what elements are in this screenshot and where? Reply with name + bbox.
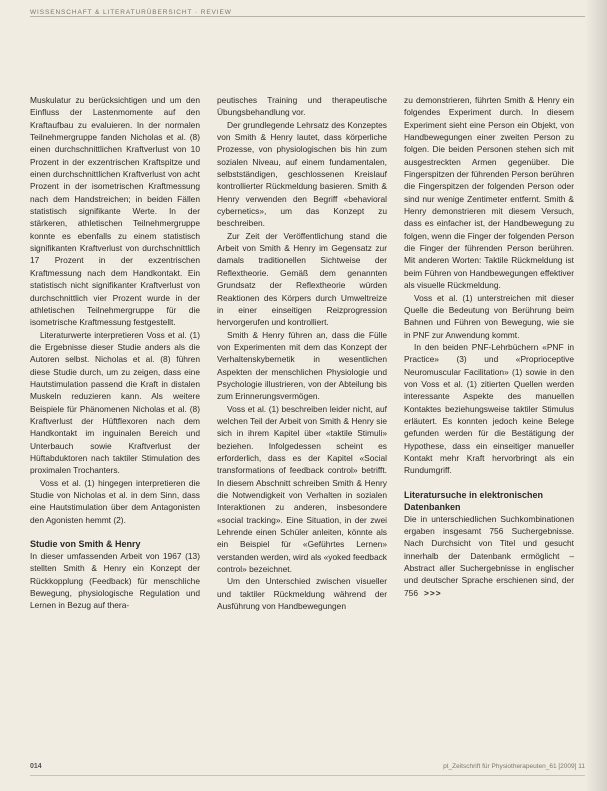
paragraph: Muskulatur zu berücksichtigen und um den Einfluss der Lastenmomente auf den Kraftaufbau zu evaluieren. In der normalen Teilnehmergruppe fanden Nicholas et al. (8) einen durchschnittlichen Kraftverlust von 10 Prozent in der exzentrischen Kraftspitze und einen durchschnittlichen Kraftverlust von acht Prozent in der isometrischen Kraftmessung nach dem Handstreichen; in beiden Fällen statistisch signifikante Werte. In der stärkeren, athletischen Teilnehmergruppe konnte es ebenfalls zu einem statistisch signifikanten Kraftverlust von durchschnittlich 17 Prozent in der exzentrischen Kraftmessung nach dem Handkontakt. Ein statistisch nicht signifikanter Kraftverlust von durchschnittlich vier Prozent wurde in der athletischen Teilnehmergruppe für die isometrische Kraftmessung festgestellt. xyxy=(30,95,200,328)
continued-marker: >>> xyxy=(423,587,442,598)
page-number: 014 xyxy=(30,763,42,770)
paragraph: In den beiden PNF-Lehrbüchern «PNF in Practice» (3) und «Proprioceptive Neuromuscular Facilitation» (1) sowie in den von Voss et al. (1) zitierten Quellen werden interessante Aspekte des manuellen Kontaktes beziehungsweise taktiler Stimulus erläutert. Es konnten jedoch keine Belege gefunden werden für die Bestätigung der Hypothese, dass ein einseitiger manueller Kontakt mehr Kraft hervorbringt als ein Rundumgriff. xyxy=(404,341,574,476)
paragraph: zu demonstrieren, führten Smith & Henry ein folgendes Experiment durch. In diesem Experiment sieht eine Person ein Objekt, von Handbewegungen einer zweiten Person zu folgen. Die beiden Personen stehen sich mit ausgestreckten Armen gegenüber. Die Fingerspitzen der führenden Person berühren die Fingerspitzen der folgenden Person oder sind nur wenige Zentimeter entfernt. Smith & Henry demonstrieren mit diesem Versuch, dass es einfacher ist, der Handbewegung zu folgen, wenn die Finger der folgenden Person die Finger der führenden Person berühren. Mit anderen Worten: Taktile Rückmeldung ist beim Führen von Handbewegungen effektiver als visuelle Rückmeldung. xyxy=(404,95,574,291)
paragraph-text: Die in unterschiedlichen Suchkombinationen ergaben insgesamt 756 Suchergebnisse. Nach Durchsicht von Titel und gesucht innerhalb der Datenbank ermöglicht – Abstract aller Suchergebnisse in englischer und deutscher Sprache erschienen sind, der 756 xyxy=(404,513,574,598)
section-heading: Literatursuche in elektronischen Datenbanken xyxy=(404,489,544,512)
paragraph xyxy=(404,513,574,599)
paragraph: Smith & Henry führen an, dass die Fülle von Experimenten mit dem das Konzept der Verhaltenskybernetik in wesentlichen Aspekten der menschlichen Physiologie und Psychologie illustrieren, von der Abteilung bis zum Erinnerungsvermögen. xyxy=(217,329,387,402)
text-column-2 xyxy=(217,94,387,612)
text-column-3 xyxy=(404,94,574,599)
journal-footer: pt_Zeitschrift für Physiotherapeuten_61 [2009] 11 xyxy=(443,763,585,770)
paragraph: Um den Unterschied zwischen visueller und taktiler Rückmeldung während der Ausführung von Handbewegungen xyxy=(217,576,387,612)
footer-rule xyxy=(30,775,585,776)
paragraph: Voss et al. (1) unterstreichen mit dieser Quelle die Bedeutung von Berührung beim Bahnen und Führen von Bewegung, wie sie in PNF zur Anwendung kommt. xyxy=(404,292,574,340)
section-heading: Studie von Smith & Henry xyxy=(30,539,141,550)
paragraph: In dieser umfassenden Arbeit von 1967 (13) stellten Smith & Henry ein Konzept der Rückkopplung (Feedback) für menschliche Bewegung, physiologische Regulation und Lernen in Bezug auf thera- xyxy=(30,551,200,611)
header-rule xyxy=(30,16,585,17)
page-shadow xyxy=(585,0,607,791)
paragraph: Voss et al. (1) hingegen interpretieren die Studie von Nicholas et al. in dem Sinn, dass eine Hautstimulation über dem Antagonisten den Agonisten hemmt (2). xyxy=(30,477,200,525)
paragraph: Zur Zeit der Veröffentlichung stand die Arbeit von Smith & Henry im Gegensatz zur damals traditionellen Sichtweise der Reflextheorie. Gemäß dem genannten Grundsatz der Reflextheorie würden Reaktionen des Körpers durch Umweltreize in einer einseitigen Reizprogression hervorgerufen und kontrolliert. xyxy=(217,230,387,328)
running-head: WISSENSCHAFT & LITERATURÜBERSICHT · REVIEW xyxy=(30,9,232,16)
paragraph: peutisches Training und therapeutische Übungsbehandlung vor. xyxy=(217,95,387,118)
text-column-1 xyxy=(30,94,200,612)
paragraph: Der grundlegende Lehrsatz des Konzeptes von Smith & Henry lautet, dass körperliche Prozesse, von physiologischen bis hin zum sozialen Niveau, auf einem fundamentalen, selbstständigen, geschlossenen Kreislauf kontrollierter Rückmeldung basieren. Smith & Henry verwenden den Begriff «behavioral cybernetics», um das Konzept zu beschreiben. xyxy=(217,119,387,229)
paragraph: Voss et al. (1) beschreiben leider nicht, auf welchen Teil der Arbeit von Smith & Henry sie sich in ihrem Kapitel über «taktile Stimuli» beziehen. Infolgedessen scheint es erforderlich, dass es der Kapitel «Social transformations of feedback control» betrifft. In diesem Abschnitt schreiben Smith & Henry die Notwendigkeit von Verhalten in sozialen Interaktionen zu anderen, insbesondere «social tracking». Eine Situation, in der zwei Lehrende einen Schüler anleiten, könnte als ein Beispiel für «Geführtes Lernen» verstanden werden, wird als «yoked feedback control» bezeichnet. xyxy=(217,403,387,575)
paragraph: Literaturwerte interpretieren Voss et al. (1) die Ergebnisse dieser Studie anders als die Autoren selbst. Nicholas et al. (8) führen diese Studie durch, um zu zeigen, dass eine Hautstimulation passend die Kraft in distalen Muskeln reduzieren kann. Als weitere Beispiele für Phänomenen Nicholas et al. (8) Kraftverlust der Hüftflexoren nach dem Handkontakt im inguinalen Bereich und Unterbauch sowie Kraftverlust der Hüftabduktoren nach taktiler Stimulation des proximalen Trochanters. xyxy=(30,329,200,476)
